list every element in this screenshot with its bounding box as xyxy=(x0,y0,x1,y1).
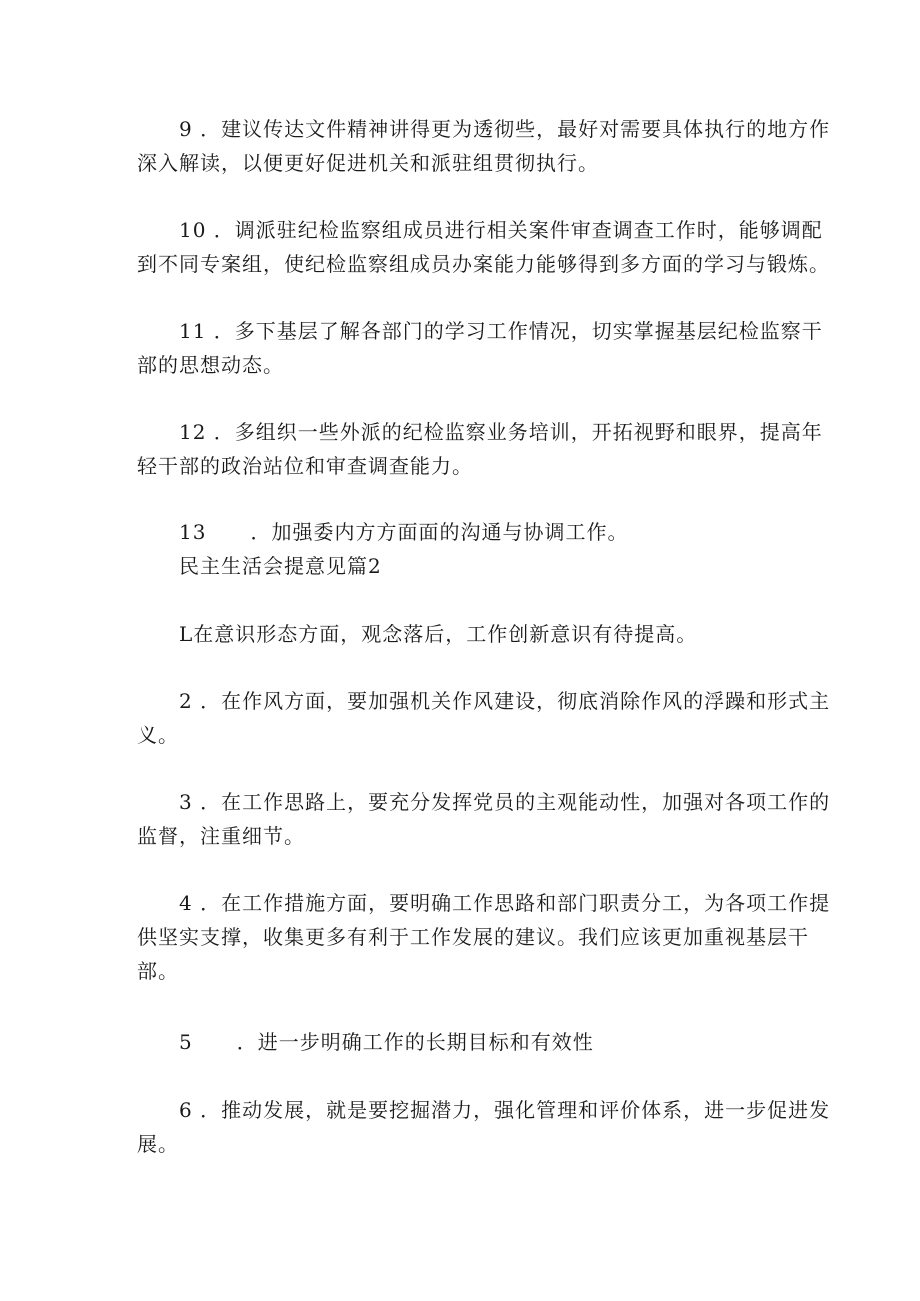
paragraph-line: 10 ．调派驻纪检监察组成员进行相关案件审查调查工作时，能够调配 xyxy=(179,218,823,242)
paragraph-line: 3 ．在工作思路上，要充分发挥党员的主观能动性，加强对各项工作的 xyxy=(179,790,831,814)
paragraph-line: 监督，注重细节。 xyxy=(137,824,305,848)
paragraph-line: 9 ．建议传达文件精神讲得更为透彻些，最好对需要具体执行的地方作 xyxy=(179,117,831,141)
paragraph-item-6 xyxy=(137,1093,831,1161)
paragraph-line: 6 ．推动发展，就是要挖掘潜力，强化管理和评价体系，进一步促进发 xyxy=(179,1098,831,1122)
section-title: 民主生活会提意见篇2 xyxy=(179,554,382,578)
paragraph-line: L在意识形态方面，观念落后，工作创新意识有待提高。 xyxy=(179,622,698,646)
paragraph-item-5 xyxy=(137,1025,797,1059)
paragraph-item-9 xyxy=(137,112,831,180)
paragraph-item-11 xyxy=(137,314,823,382)
paragraph-item-4 xyxy=(137,886,831,988)
paragraph-line: 深入解读，以便更好促进机关和派驻组贯彻执行。 xyxy=(137,151,599,175)
item-text: ．进一步明确工作的长期目标和有效性 xyxy=(236,1030,594,1054)
paragraph-line: 到不同专案组，使纪检监察组成员办案能力能够得到多方面的学习与锻炼。 xyxy=(137,252,830,276)
paragraph-line: 展。 xyxy=(137,1132,179,1156)
paragraph-item-13 xyxy=(137,515,797,549)
paragraph-item-1 xyxy=(137,617,797,651)
paragraph-line: 12 ．多组织一些外派的纪检监察业务培训，开拓视野和眼界，提高年 xyxy=(179,420,823,444)
paragraph-line xyxy=(137,1025,797,1059)
paragraph-line: 部的思想动态。 xyxy=(137,353,284,377)
paragraph-line: 供坚实支撑，收集更多有利于工作发展的建议。我们应该更加重视基层干 xyxy=(137,925,809,949)
paragraph-item-12 xyxy=(137,415,823,483)
item-number: 13 xyxy=(179,520,207,544)
paragraph-line: 2 ．在作风方面，要加强机关作风建设，彻底消除作风的浮躁和形式主 xyxy=(179,689,831,713)
item-text: ．加强委内方方面面的沟通与协调工作。 xyxy=(250,520,629,544)
paragraph-line: 4 ．在工作措施方面，要明确工作思路和部门职责分工，为各项工作提 xyxy=(179,891,831,915)
paragraph-item-3 xyxy=(137,785,831,853)
paragraph-line: 部。 xyxy=(137,959,179,983)
item-number: 5 xyxy=(179,1030,193,1054)
paragraph-line xyxy=(137,515,797,549)
paragraph-item-2 xyxy=(137,684,831,752)
paragraph-line: 义。 xyxy=(137,723,179,747)
paragraph-item-10 xyxy=(137,213,830,281)
paragraph-line: 轻干部的政治站位和审查调查能力。 xyxy=(137,454,473,478)
paragraph-line: 11 ．多下基层了解各部门的学习工作情况，切实掌握基层纪检监察干 xyxy=(179,319,823,343)
